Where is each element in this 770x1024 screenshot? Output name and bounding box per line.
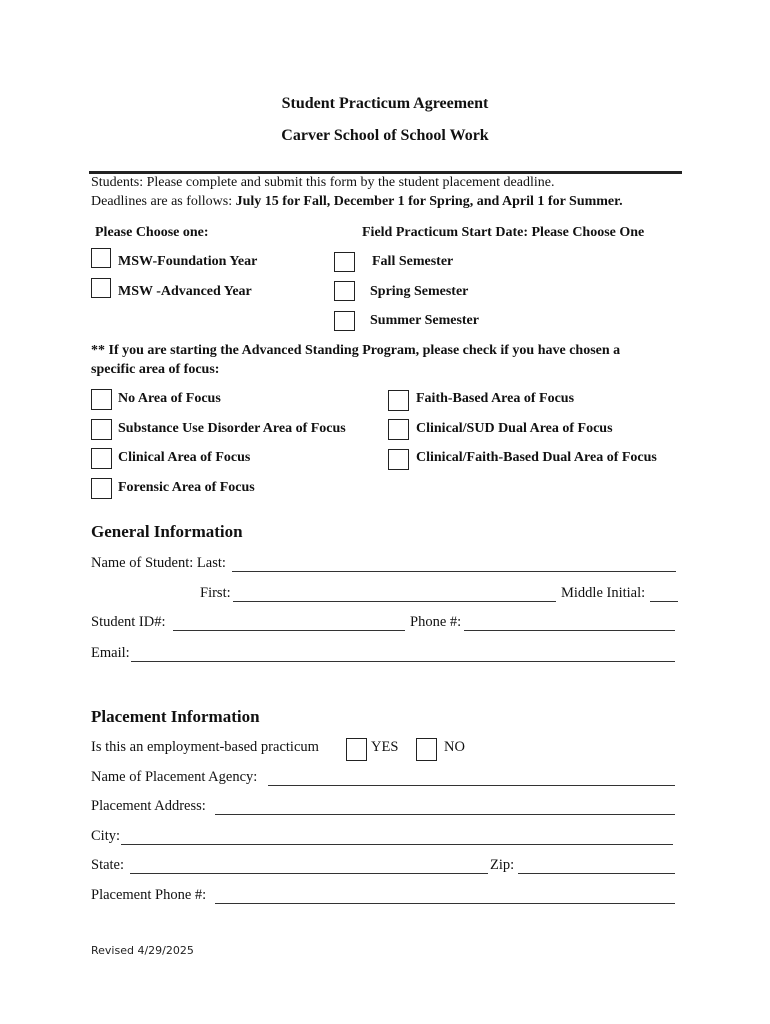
- agency-label: Name of Placement Agency:: [91, 769, 258, 785]
- instructions-line-1: Students: Please complete and submit this form by the student placement deadline.: [91, 175, 555, 190]
- fall-semester-checkbox[interactable]: [334, 252, 355, 272]
- faith-focus-label: Faith-Based Area of Focus: [416, 391, 575, 406]
- revision-date: Revised 4/29/2025: [91, 944, 194, 957]
- program-choice-label: Please Choose one:: [95, 225, 209, 240]
- deadline-prefix: Deadlines are as follows:: [91, 194, 236, 209]
- address-label: Placement Address:: [91, 798, 206, 814]
- placement-phone-label: Placement Phone #:: [91, 887, 207, 903]
- employment-yes-checkbox[interactable]: [346, 738, 367, 761]
- phone-field[interactable]: [464, 630, 675, 631]
- no-focus-label: No Area of Focus: [118, 391, 221, 406]
- zip-field[interactable]: [518, 873, 675, 874]
- employment-no-label: NO: [444, 739, 465, 755]
- faith-focus-checkbox[interactable]: [388, 390, 409, 411]
- address-field[interactable]: [215, 814, 675, 815]
- header-divider: [89, 171, 682, 174]
- start-date-label: Field Practicum Start Date: Please Choose One: [362, 225, 645, 240]
- focus-note-line-2: specific area of focus:: [91, 362, 220, 377]
- first-name-label: First:: [200, 585, 231, 601]
- placement-info-heading: Placement Information: [91, 707, 260, 726]
- forensic-focus-label: Forensic Area of Focus: [118, 480, 255, 495]
- last-name-label: Name of Student: Last:: [91, 555, 226, 571]
- spring-semester-checkbox[interactable]: [334, 281, 355, 301]
- agency-field[interactable]: [268, 785, 675, 786]
- state-label: State:: [91, 857, 125, 873]
- msw-advanced-label: MSW -Advanced Year: [118, 284, 252, 299]
- clinical-sud-focus-checkbox[interactable]: [388, 419, 409, 440]
- city-field[interactable]: [121, 844, 673, 845]
- form-title: Student Practicum Agreement: [281, 95, 489, 112]
- forensic-focus-checkbox[interactable]: [91, 478, 112, 499]
- placement-phone-field[interactable]: [215, 903, 675, 904]
- summer-semester-label: Summer Semester: [370, 313, 479, 328]
- city-label: City:: [91, 828, 121, 844]
- no-focus-checkbox[interactable]: [91, 389, 112, 410]
- school-name: Carver School of School Work: [281, 127, 489, 144]
- msw-advanced-checkbox[interactable]: [91, 278, 111, 298]
- fall-semester-label: Fall Semester: [372, 254, 454, 269]
- msw-foundation-label: MSW-Foundation Year: [118, 254, 258, 269]
- general-info-heading: General Information: [91, 522, 243, 541]
- sud-focus-checkbox[interactable]: [91, 419, 112, 440]
- instructions-line-2: [91, 194, 623, 210]
- student-id-label: Student ID#:: [91, 614, 166, 630]
- deadline-dates: July 15 for Fall, December 1 for Spring, and April 1 for Summer.: [235, 194, 623, 209]
- email-label: Email:: [91, 645, 130, 661]
- phone-label: Phone #:: [410, 614, 462, 630]
- clinical-faith-focus-checkbox[interactable]: [388, 449, 409, 470]
- focus-note-line-1: ** If you are starting the Advanced Standing Program, please check if you have chosen a: [91, 343, 621, 358]
- first-name-field[interactable]: [233, 601, 556, 602]
- sud-focus-label: Substance Use Disorder Area of Focus: [118, 421, 346, 436]
- zip-label: Zip:: [490, 857, 515, 873]
- clinical-focus-checkbox[interactable]: [91, 448, 112, 469]
- email-field[interactable]: [131, 661, 675, 662]
- employment-question: Is this an employment-based practicum: [91, 739, 319, 755]
- employment-yes-label: YES: [371, 739, 399, 755]
- middle-initial-label: Middle Initial:: [561, 585, 646, 601]
- employment-no-checkbox[interactable]: [416, 738, 437, 761]
- clinical-faith-focus-label: Clinical/Faith-Based Dual Area of Focus: [416, 450, 657, 465]
- clinical-focus-label: Clinical Area of Focus: [118, 450, 251, 465]
- middle-initial-field[interactable]: [650, 601, 678, 602]
- last-name-field[interactable]: [232, 571, 676, 572]
- clinical-sud-focus-label: Clinical/SUD Dual Area of Focus: [416, 421, 613, 436]
- msw-foundation-checkbox[interactable]: [91, 248, 111, 268]
- student-id-field[interactable]: [173, 630, 405, 631]
- spring-semester-label: Spring Semester: [370, 284, 469, 299]
- summer-semester-checkbox[interactable]: [334, 311, 355, 331]
- state-field[interactable]: [130, 873, 488, 874]
